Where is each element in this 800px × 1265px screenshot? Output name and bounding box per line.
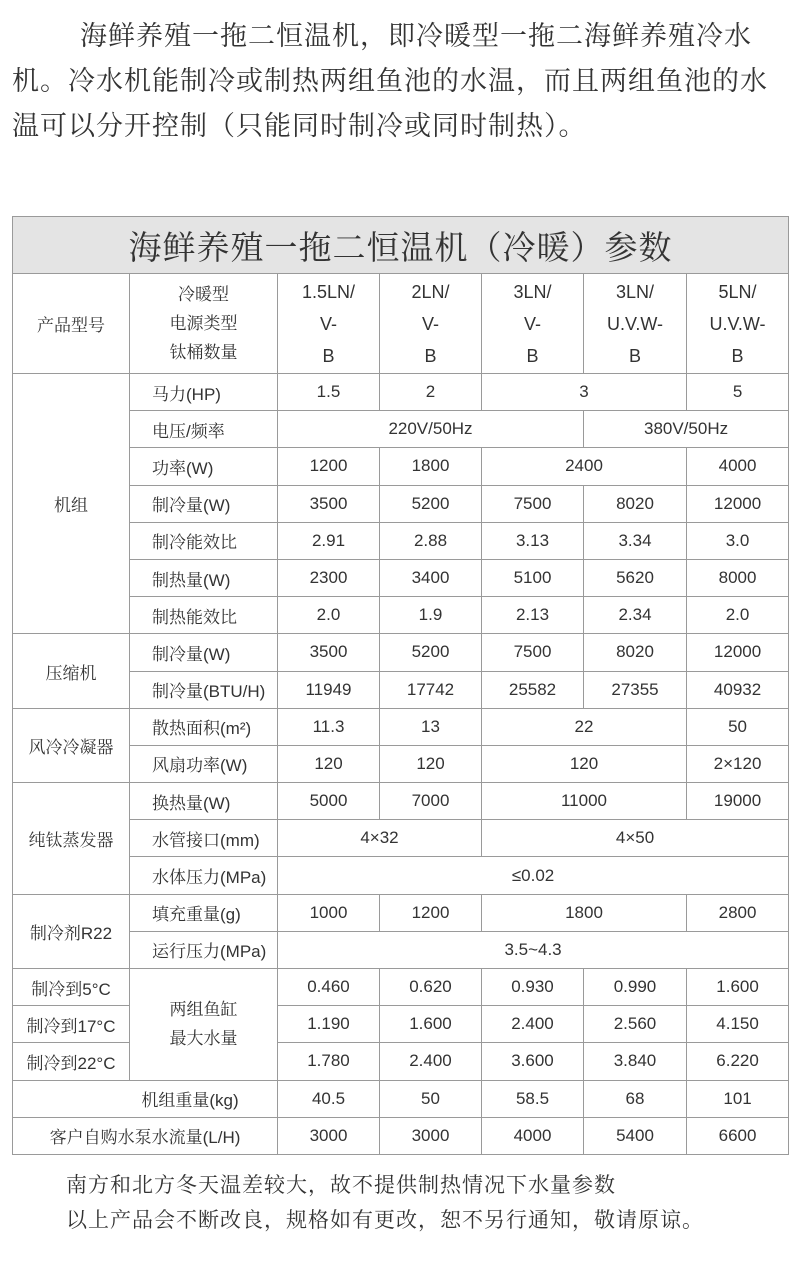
table-cell: 1.190 [278,1006,380,1043]
table-cell: 0.620 [380,969,482,1006]
table-cell: 马力(HP) [130,374,278,411]
table-cell: 8020 [584,485,687,522]
table-cell: 运行压力(MPa) [130,931,278,968]
table-cell: 散热面积(m²) [130,708,278,745]
table-cell: 6600 [687,1117,789,1154]
group-evaporator: 纯钛蒸发器 [13,783,130,895]
table-cell: 40.5 [278,1080,380,1117]
spec-table [12,216,789,1155]
table-cell: 1.600 [380,1006,482,1043]
table-cell: 7500 [482,485,584,522]
table-cell: 3.0 [687,522,789,559]
table-cell: 制冷能效比 [130,522,278,559]
model-3 [482,274,584,374]
model-4 [584,274,687,374]
cell-line: V- [319,313,337,334]
table-cell: 6.220 [687,1043,789,1080]
sub-label-titanium: 钛桶数量 [169,343,238,362]
table-cell: 4000 [482,1117,584,1154]
table-cell: 2800 [687,894,789,931]
table-row [13,857,789,894]
table-cell: 22 [482,708,687,745]
table-cell: 3.5~4.3 [278,931,789,968]
table-header-row [13,274,789,374]
table-cell: 3500 [278,485,380,522]
cell-line: 2LN/ [411,281,450,302]
table-cell: 3 [482,374,687,411]
table-cell: 水体压力(MPa) [130,857,278,894]
cell-line: V- [523,313,541,334]
table-cell: 5 [687,374,789,411]
table-row [13,1117,789,1154]
table-cell: 5200 [380,634,482,671]
table-cell: 2400 [482,448,687,485]
model-2 [380,274,482,374]
table-cell: 2.400 [482,1006,584,1043]
table-cell: 5100 [482,559,584,596]
water-volume-label [130,969,278,1081]
table-cell: 1.9 [380,597,482,634]
table-cell: 风扇功率(W) [130,745,278,782]
table-cell: 2×120 [687,745,789,782]
table-row [13,820,789,857]
table-cell: 120 [482,745,687,782]
table-cell: 12000 [687,634,789,671]
cell-line: 5LN/ [718,281,757,302]
table-cell: 4×32 [278,820,482,857]
header-sub-labels [130,274,278,374]
cell-line: U.V.W- [606,313,663,334]
table-cell: 5200 [380,485,482,522]
table-row [13,485,789,522]
cell-line: 3LN/ [513,281,552,302]
table-cell: 1000 [278,894,380,931]
table-cell: 50 [687,708,789,745]
table-cell: 1800 [380,448,482,485]
footnote-1: 南方和北方冬天温差较大，故不提供制热情况下水量参数 [66,1173,616,1197]
model-1 [278,274,380,374]
cell-line: U.V.W- [709,313,766,334]
table-row [13,597,789,634]
table-cell: 1200 [278,448,380,485]
footnote-2: 以上产品会不断改良，规格如有更改，恕不另行通知，敬请原谅。 [66,1208,704,1232]
table-cell: 2.560 [584,1006,687,1043]
table-cell: 制热量(W) [130,559,278,596]
table-cell: 4.150 [687,1006,789,1043]
table-cell: 2.88 [380,522,482,559]
table-cell: 3000 [380,1117,482,1154]
table-row [13,374,789,411]
table-cell: 制冷到5°C [13,969,130,1006]
table-cell: 3.13 [482,522,584,559]
cell-line: B [731,345,744,366]
table-cell: 机组重量(kg) [13,1080,278,1117]
table-cell: 7500 [482,634,584,671]
cell-line: B [322,345,335,366]
table-cell: 电压/频率 [130,411,278,448]
table-title: 海鲜养殖一拖二恒温机（冷暖）参数 [13,217,789,274]
group-refrigerant: 制冷剂R22 [13,894,130,968]
table-cell: 40932 [687,671,789,708]
table-cell: 12000 [687,485,789,522]
sub-label-type: 冷暖型 [178,285,229,304]
cell-line: 最大水量 [169,1029,238,1049]
group-condenser: 风冷冷凝器 [13,708,130,782]
table-cell: 3500 [278,634,380,671]
table-cell: 7000 [380,783,482,820]
table-row [13,522,789,559]
table-cell: 5620 [584,559,687,596]
table-cell: 380V/50Hz [584,411,789,448]
table-cell: 客户自购水泵水流量(L/H) [13,1117,278,1154]
table-cell: 8000 [687,559,789,596]
table-cell: ≤0.02 [278,857,789,894]
cell-line: 3LN/ [615,281,655,302]
table-cell: 1200 [380,894,482,931]
group-unit: 机组 [13,374,130,634]
table-cell: 11.3 [278,708,380,745]
table-cell: 水管接口(mm) [130,820,278,857]
table-cell: 0.460 [278,969,380,1006]
table-cell: 17742 [380,671,482,708]
table-row [13,448,789,485]
sub-label-power: 电源类型 [169,314,238,333]
table-cell: 120 [278,745,380,782]
table-cell: 1.780 [278,1043,380,1080]
table-cell: 8020 [584,634,687,671]
table-row [13,894,789,931]
table-row [13,671,789,708]
table-cell: 13 [380,708,482,745]
table-cell: 换热量(W) [130,783,278,820]
table-cell: 2.0 [278,597,380,634]
table-row [13,1043,789,1080]
table-cell: 11000 [482,783,687,820]
table-cell: 1.5 [278,374,380,411]
table-cell: 27355 [584,671,687,708]
table-row [13,1080,789,1117]
table-cell: 5400 [584,1117,687,1154]
table-cell: 11949 [278,671,380,708]
table-cell: 2 [380,374,482,411]
table-row [13,634,789,671]
model-5 [687,274,789,374]
table-row [13,411,789,448]
table-cell: 填充重量(g) [130,894,278,931]
cell-line: B [628,345,641,366]
table-cell: 101 [687,1080,789,1117]
table-cell: 制冷量(W) [130,634,278,671]
table-cell: 4×50 [482,820,789,857]
table-cell: 2.91 [278,522,380,559]
table-cell: 2.34 [584,597,687,634]
table-row [13,708,789,745]
table-cell: 制冷到17°C [13,1006,130,1043]
table-cell: 220V/50Hz [278,411,584,448]
table-cell: 120 [380,745,482,782]
cell-line: B [424,345,437,366]
table-cell: 1.600 [687,969,789,1006]
table-cell: 58.5 [482,1080,584,1117]
table-cell: 19000 [687,783,789,820]
table-cell: 2.0 [687,597,789,634]
table-cell: 制冷到22°C [13,1043,130,1080]
intro-paragraph: 海鲜养殖一拖二恒温机，即冷暖型一拖二海鲜养殖冷水机。冷水机能制冷或制热两组鱼池的水温，而且两组鱼池的水温可以分开控制（只能同时制冷或同时制热）。 [12,21,768,142]
table-cell: 0.990 [584,969,687,1006]
table-cell: 2300 [278,559,380,596]
footnotes [66,1168,786,1238]
table-cell: 68 [584,1080,687,1117]
table-cell: 25582 [482,671,584,708]
table-cell: 3400 [380,559,482,596]
table-row [13,559,789,596]
product-model-label: 产品型号 [13,274,130,374]
table-cell: 50 [380,1080,482,1117]
table-row [13,969,789,1006]
cell-line: B [526,345,539,366]
table-cell: 制冷量(BTU/H) [130,671,278,708]
table-cell: 3000 [278,1117,380,1154]
table-cell: 5000 [278,783,380,820]
table-cell: 4000 [687,448,789,485]
table-cell: 制热能效比 [130,597,278,634]
table-cell: 3.600 [482,1043,584,1080]
cell-line: 两组鱼缸 [169,1000,238,1020]
table-cell: 功率(W) [130,448,278,485]
cell-line: V- [421,313,439,334]
table-cell: 2.13 [482,597,584,634]
table-cell: 3.840 [584,1043,687,1080]
cell-line: 1.5LN/ [301,281,356,302]
group-compressor: 压缩机 [13,634,130,708]
table-row [13,783,789,820]
table-row [13,745,789,782]
table-cell: 0.930 [482,969,584,1006]
table-cell: 3.34 [584,522,687,559]
table-cell: 制冷量(W) [130,485,278,522]
table-cell: 2.400 [380,1043,482,1080]
table-row [13,1006,789,1043]
table-title-row [13,217,789,274]
table-cell: 1800 [482,894,687,931]
table-row [13,931,789,968]
